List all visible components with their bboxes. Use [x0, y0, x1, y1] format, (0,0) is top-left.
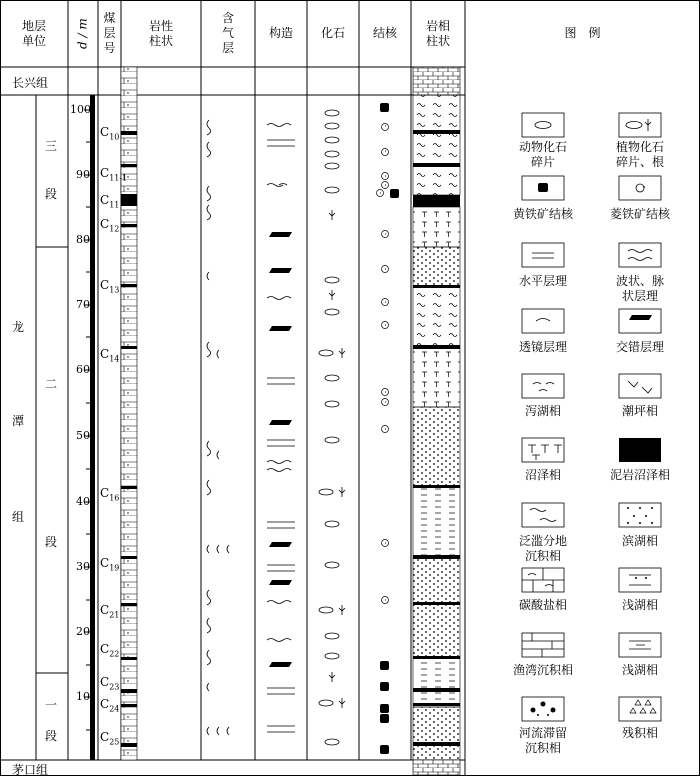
- depth-tick-label: 50: [76, 429, 90, 442]
- section-lower-char-2: 段: [45, 729, 58, 743]
- seam-label: $C_{11}$: [100, 193, 120, 210]
- seam-label: $C_{24}$: [100, 697, 120, 714]
- section-upper-char-2: 段: [45, 187, 58, 201]
- legend-siderite-nodule: 菱铁矿结核: [609, 207, 670, 221]
- header-coal-seam: 煤 层 号: [103, 11, 116, 55]
- formation-maokou: 茅口组: [12, 763, 49, 777]
- seam-label: $C_{22}$: [100, 642, 120, 659]
- seam-label: $C_{14}$: [100, 347, 120, 364]
- legend-river-lag-facies: 河流滞留 沉积相: [518, 726, 567, 755]
- header-legend: 图 例: [564, 26, 601, 40]
- legend-shallow-lake-facies: 浅湖相: [621, 598, 658, 612]
- header-fossil: 化石: [320, 26, 345, 40]
- section-upper-char-1: 三: [45, 139, 58, 153]
- depth-tick-label: 40: [76, 495, 90, 508]
- header-facies-column: 岩相 柱状: [425, 18, 450, 48]
- header-gas-layer: 含 气 层: [221, 11, 234, 55]
- legend-plant-fossil: 植物化石 碎片、根: [615, 140, 664, 169]
- depth-tick-label: 60: [76, 363, 90, 376]
- legend-animal-fossil: 动物化石 碎片: [518, 140, 567, 169]
- formation-longtan-char-1: 龙: [12, 320, 25, 334]
- legend-cross-bedding: 交错层理: [615, 340, 664, 354]
- legend-wavy-bedding: 波状、脉 状层理: [615, 274, 664, 303]
- seam-label: $C_{12}$: [100, 217, 120, 234]
- depth-tick-label: 30: [76, 560, 90, 573]
- legend-floodplain-facies: 泛滥分地 沉积相: [518, 534, 567, 563]
- header-nodule: 结核: [372, 26, 397, 40]
- legend-swamp-facies: 沼泽相: [524, 468, 561, 482]
- legend-carbonate-facies: 碳酸盐相: [518, 598, 567, 612]
- legend-bay-facies: 渔湾沉积相: [512, 663, 573, 677]
- header-depth: d / m: [75, 18, 90, 49]
- legend-shore-lake-facies: 滨湖相: [621, 534, 658, 548]
- seam-label: $C_{23}$: [100, 675, 120, 692]
- seam-label: $C_{25}$: [100, 730, 120, 747]
- section-middle-char-2: 段: [45, 535, 58, 549]
- header-lithology-column: 岩性 柱状: [148, 18, 173, 48]
- header-stratigraphic-unit: 地层 单位: [21, 18, 46, 48]
- legend-pyrite-nodule: 黄铁矿结核: [512, 207, 573, 221]
- section-middle-char-1: 二: [45, 377, 58, 391]
- depth-tick-label: 20: [76, 625, 90, 638]
- seam-label: $C_{11-1}$: [100, 166, 128, 183]
- section-lower-char-1: 一: [45, 698, 58, 712]
- legend-lagoon-facies: 泻湖相: [524, 404, 561, 418]
- legend-lenticular-bedding: 透镜层理: [518, 340, 567, 354]
- seam-label: $C_{10}$: [100, 125, 120, 142]
- seam-label: $C_{19}$: [100, 556, 120, 573]
- depth-tick-label: 100: [70, 103, 91, 116]
- seam-label: $C_{21}$: [100, 603, 120, 620]
- seam-label: $C_{13}$: [100, 278, 120, 295]
- seam-label: $C_{16}$: [100, 486, 120, 503]
- formation-longtan-char-2: 潭: [12, 414, 25, 428]
- depth-tick-label: 70: [76, 298, 90, 311]
- legend-shallow-lake-facies-2: 浅湖相: [621, 663, 658, 677]
- depth-tick-label: 80: [76, 233, 90, 246]
- formation-longtan-char-3: 组: [12, 510, 25, 524]
- legend-horizontal-bedding: 水平层理: [518, 274, 567, 288]
- legend-residual-facies: 残积相: [621, 726, 658, 740]
- depth-tick-label: 10: [76, 690, 90, 703]
- formation-changxing: 长兴组: [12, 76, 49, 90]
- depth-tick-label: 90: [76, 168, 90, 181]
- header-structure: 构造: [268, 26, 293, 40]
- legend-mudstone-swamp-facies: 泥岩沼泽相: [609, 468, 670, 482]
- legend-tidal-flat-facies: 潮坪相: [621, 404, 658, 418]
